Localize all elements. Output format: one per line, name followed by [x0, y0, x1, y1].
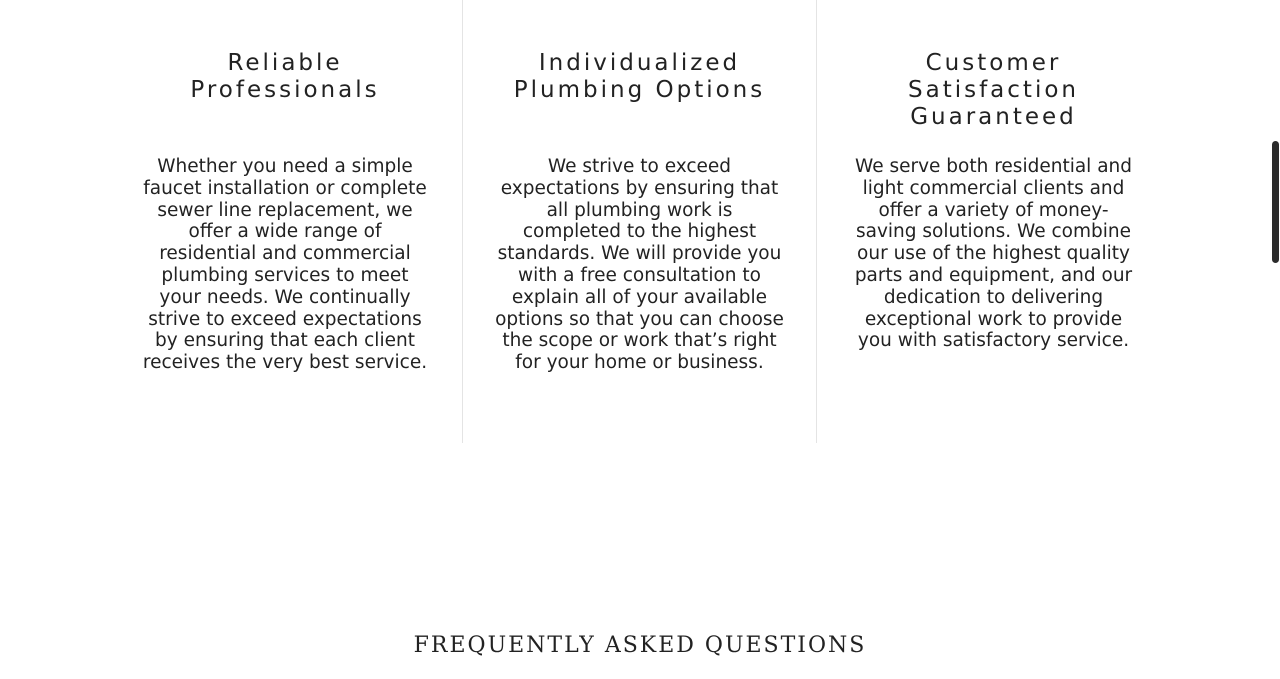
feature-title: Reliable Professionals: [190, 50, 380, 103]
feature-description: Whether you need a simple faucet installation or complete sewer line replacement, we offer a wide range of residential and commercial plumbing services to meet your needs. We continually strive to exceed expectations by ensuring that each client receives the very best service.: [142, 156, 428, 374]
feature-title: Individualized Plumbing Options: [513, 50, 766, 103]
feature-customer-satisfaction-guaranteed: [816, 0, 1170, 443]
feature-title: Customer Satisfaction Guaranteed: [908, 50, 1079, 130]
feature-reliable-professionals: [108, 0, 462, 443]
feature-description: We strive to exceed expectations by ensuring that all plumbing work is completed to the highest standards. We will provide you with a free consultation to explain all of your available options so that you can choose the scope or work that’s right for your home or business.: [495, 156, 784, 374]
page-scrollbar[interactable]: [1272, 141, 1279, 263]
feature-description: We serve both residential and light commercial clients and offer a variety of money-saving solutions. We combine our use of the highest quality parts and equipment, and our dedication to delivering exceptional work to provide you with satisfactory service.: [854, 156, 1133, 352]
feature-individualized-plumbing-options: [462, 0, 816, 443]
features-section: [108, 0, 1172, 443]
faq-heading: FREQUENTLY ASKED QUESTIONS: [413, 633, 867, 658]
